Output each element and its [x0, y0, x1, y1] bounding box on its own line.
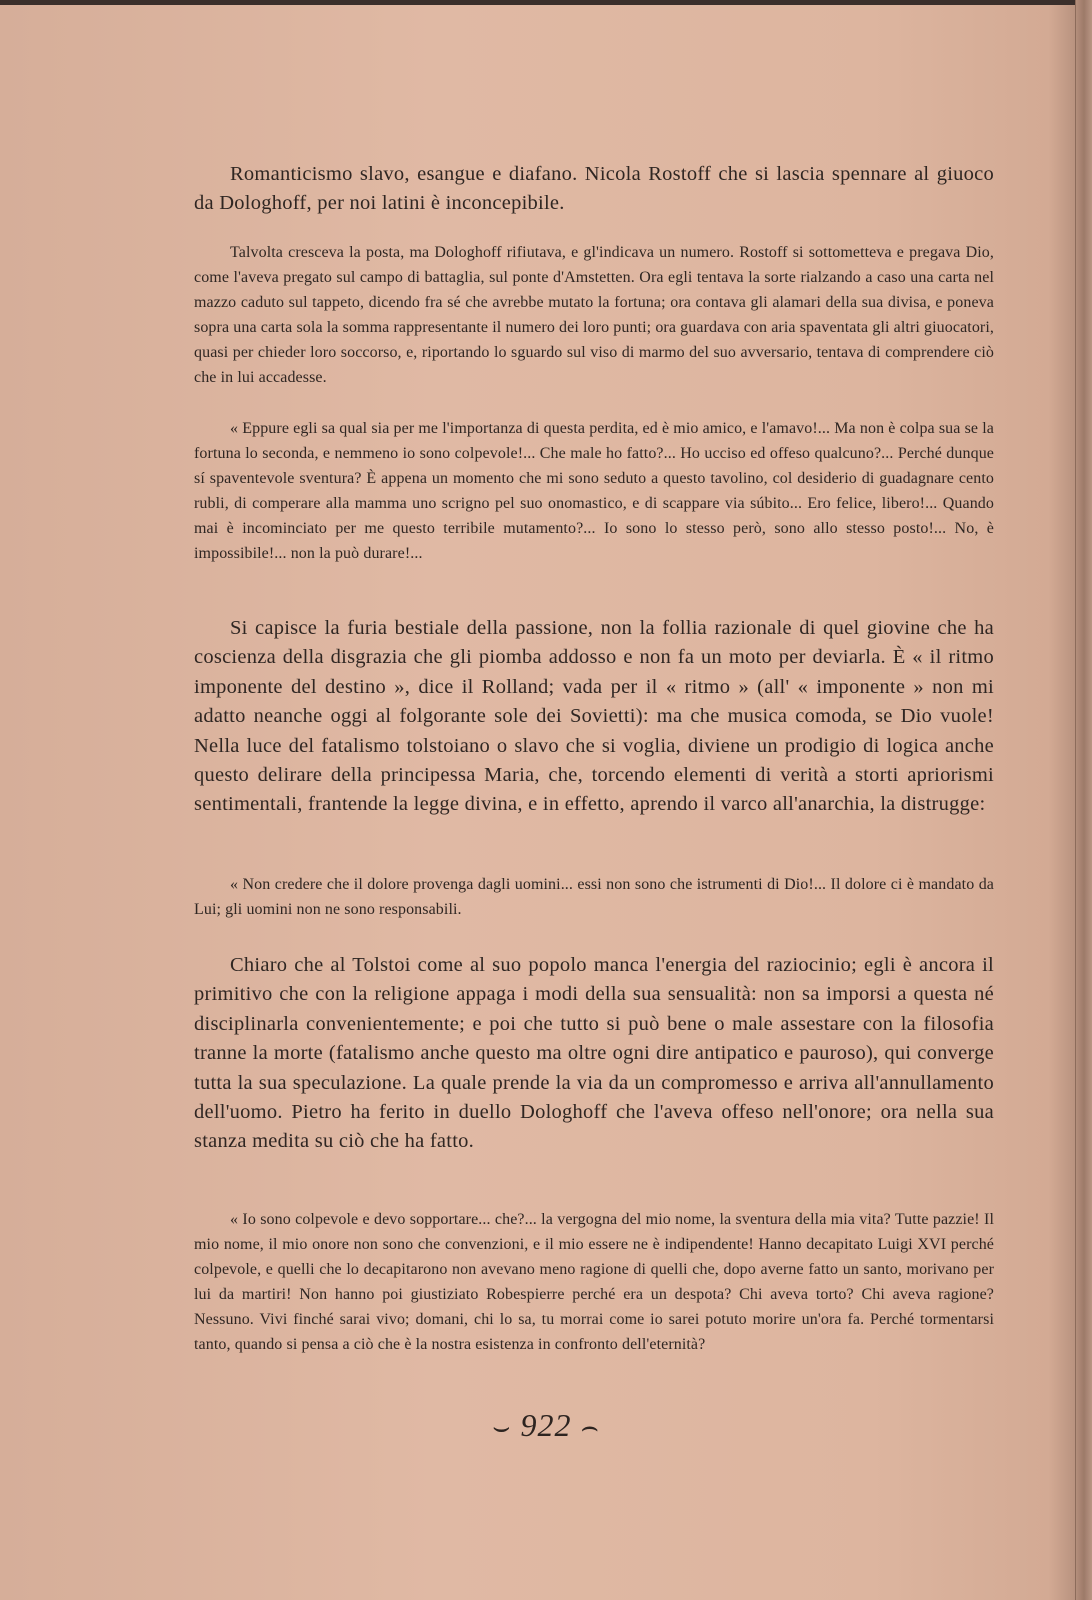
paragraph-romanticismo: Romanticismo slavo, esangue e diafano. Nicola Rostoff che si lascia spennare al giuoco da Dologhoff, per noi latini è inconcepibile.	[194, 163, 994, 215]
page-number-value: 922	[520, 1407, 572, 1443]
page-number	[0, 1407, 1092, 1444]
paragraph-furia-bestiale: Si capisce la furia bestiale della passione, non la follia razionale di quel giovine che ha coscienza della disgrazia che gli piomba addosso e non fa un moto per deviarla. È « il ritmo imponente del destino », dice il Rolland; vada per il « ritmo » (all' « imponente » non mi adatto neanche oggi al folgorante sole dei Sovietti): ma che musica comoda, se Dio vuole! Nella luce del fatalismo tolstoiano o slavo che si voglia, diviene un prodigio di logica anche questo delirare della principessa Maria, che, torcendo elementi di verità a storti apriorismi sentimentali, frantende la legge divina, e in effetto, aprendo il varco all'anarchia, la distrugge:	[194, 617, 994, 816]
quote-rostoff-monologo: « Eppure egli sa qual sia per me l'importanza di questa perdita, ed è mio amico, e l'amavo!... Ma non è colpa sua se la fortuna lo seconda, e nemmeno io sono colpevole!... Che male ho fatto?... Ho ucciso ed offeso qualcuno?... Perché dunque sí spaventevole sventura? È appena un momento che mi sono seduto a questo tavolino, col desiderio di guadagnare cento rubli, di comperare alla mamma uno scrigno pel suo onomastico, e di scappare via súbito... Ero felice, libero!... Quando mai è incominciato per me questo terribile mutamento?... Io sono lo stesso però, sono allo stesso posto!... No, è impossibile!... non la può durare!...	[194, 420, 994, 562]
binding-edge	[1075, 0, 1092, 1600]
quote-principessa-maria: « Non credere che il dolore provenga dagli uomini... essi non sono che istrumenti di Dio!... Il dolore ci è mandato da Lui; gli uomini non ne sono responsabili.	[194, 876, 994, 918]
quote-pietro-monologo: « Io sono colpevole e devo sopportare... che?... la vergogna del mio nome, la sventura della mia vita? Tutte pazzie! Il mio nome, il mio onore non sono che convenzioni, e il mio essere ne è indipendente! Hanno decapitato Luigi XVI perché colpevole, e quelli che lo decapitarono non avevano meno ragione di quelli che, dopo averne fatto un santo, morivano per lui da martiri! Non hanno poi giustiziato Robespierre perché era un despota? Chi aveva torto? Chi aveva ragione? Nessuno. Vivi finché sarai vivo; domani, chi lo sa, tu morrai come io sarei potuto morire un'ora fa. Perché tormentarsi tanto, quando si pensa a ciò che è la nostra esistenza in confronto dell'eternità?	[194, 1211, 994, 1353]
ornament-right-icon: ⌢	[580, 1412, 600, 1443]
ornament-left-icon: ⌣	[492, 1412, 512, 1443]
paragraph-tolstoi-raziocinio: Chiaro che al Tolstoi come al suo popolo manca l'energia del raziocinio; egli è ancora il primitivo che con la religione appaga i modi della sua sensualità: non sa imporsi a questa né disciplinarla convenientemente; e poi che tutto si può bene o male assestare con la filosofia tranne la morte (fatalismo anche questo ma oltre ogni dire antipatico e pauroso), qui converge tutta la sua speculazione. La quale prende la via da un compromesso e arriva all'annullamento dell'uomo. Pietro ha ferito in duello Dologhoff che l'aveva offeso nell'onore; ora nella sua stanza medita su ciò che ha fatto.	[194, 954, 994, 1153]
quote-rostoff-gioco: Talvolta cresceva la posta, ma Dologhoff rifiutava, e gl'indicava un numero. Rostoff si sottometteva e pregava Dio, come l'aveva pregato sul campo di battaglia, sul ponte d'Amstetten. Ora egli tentava la sorte rialzando a caso una carta nel mazzo caduto sul tappeto, dicendo fra sé che avrebbe mutato la fortuna; ora contava gli alamari della sua divisa, e poneva sopra una carta sola la somma rappresentante il numero dei loro punti; ora guardava con aria spaventata gli altri giuocatori, quasi per chieder loro soccorso, e, riportando lo sguardo sul viso di marmo del suo avversario, tentava di comprendere ciò che in lui accadesse.	[194, 244, 994, 386]
scan-top-edge	[0, 0, 1092, 5]
